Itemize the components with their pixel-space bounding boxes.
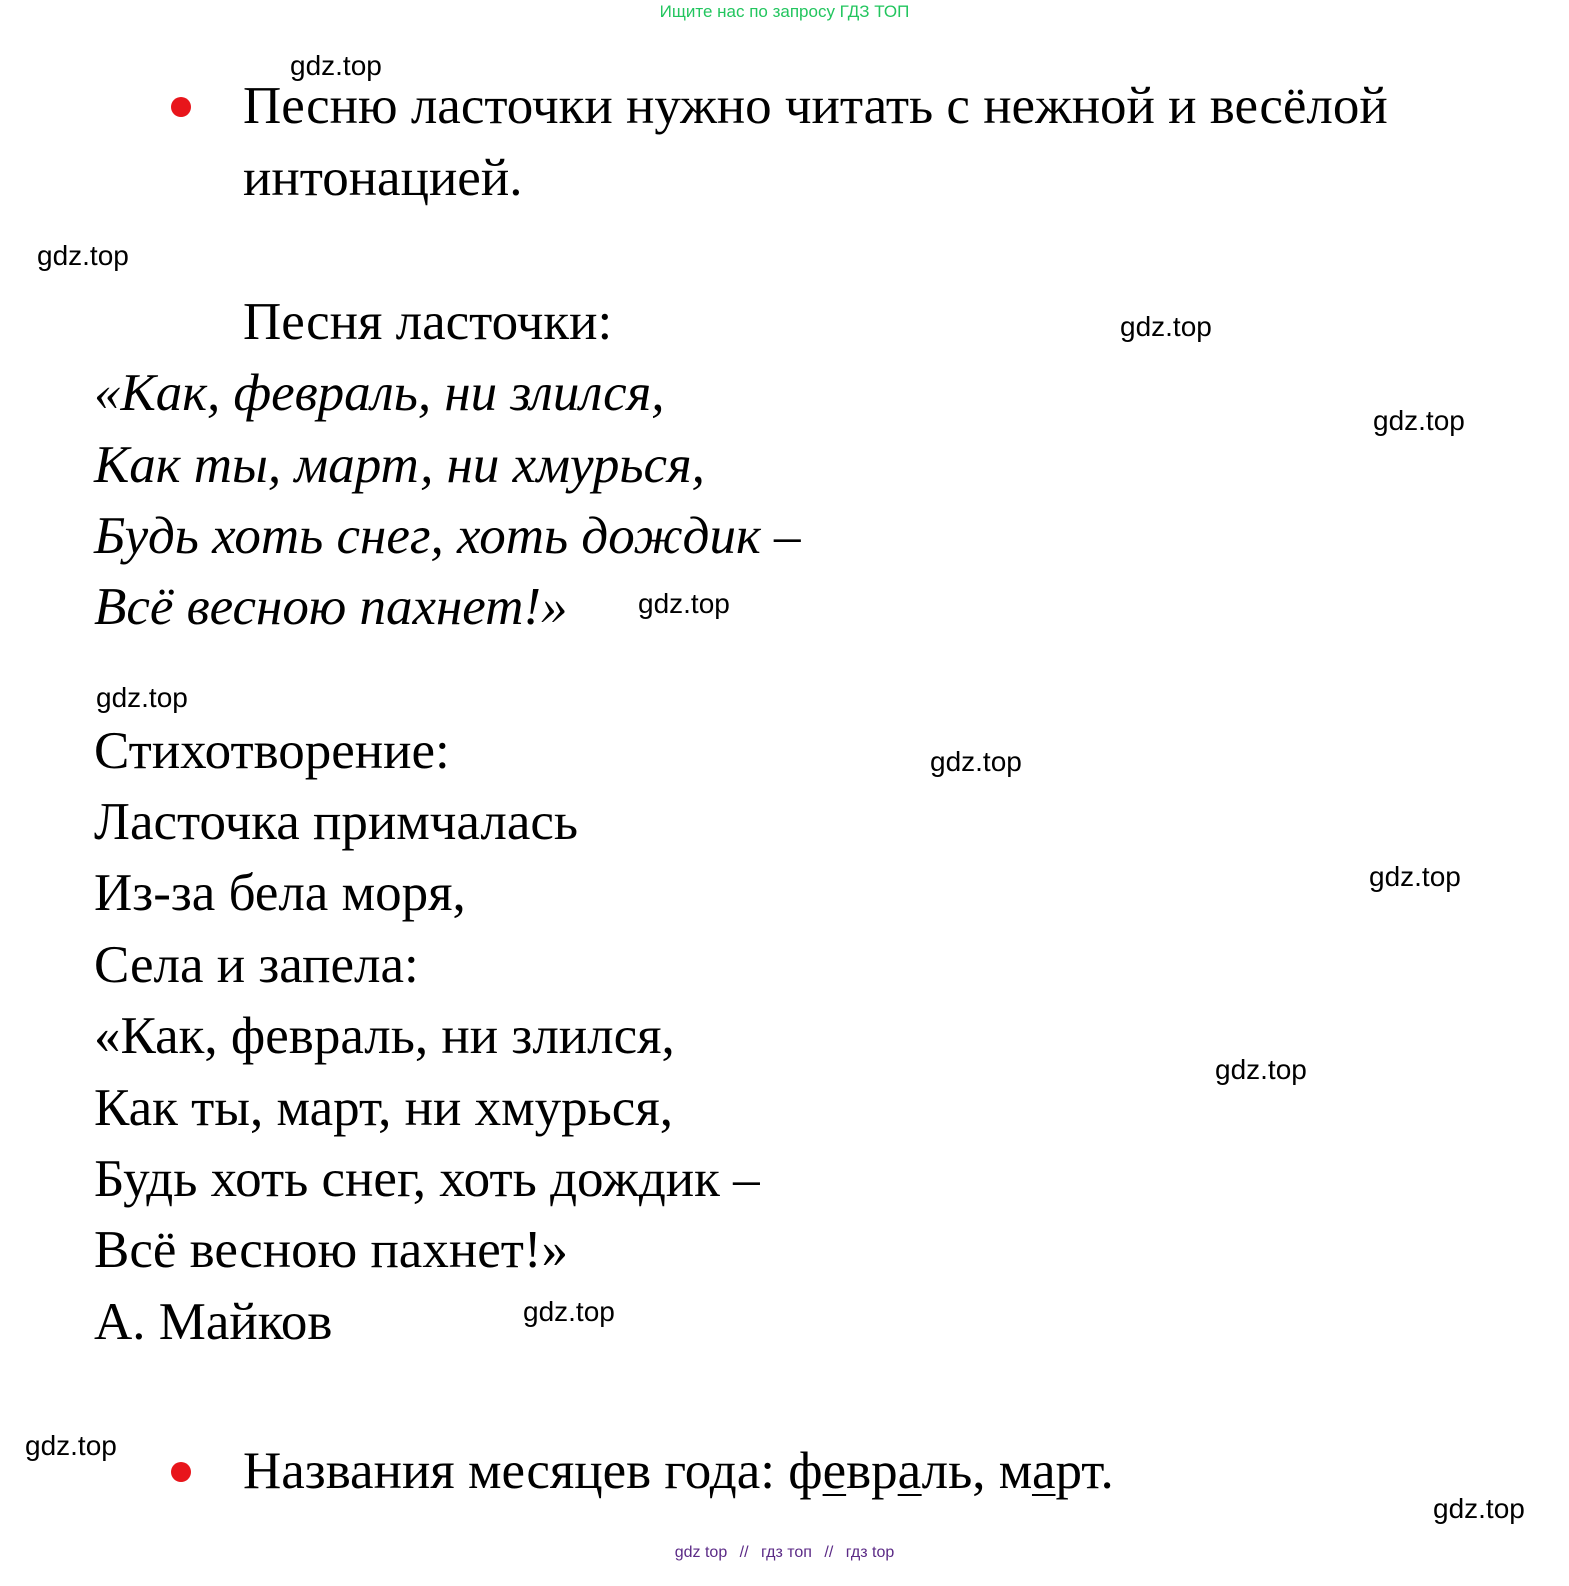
- months-text: [243, 1435, 1114, 1507]
- bullet-icon: [171, 1462, 191, 1482]
- poem-author: А. Майков: [94, 1293, 333, 1351]
- song-line: Как ты, март, ни хмурься,: [94, 436, 705, 494]
- poem-line: Из-за бела моря,: [94, 864, 466, 922]
- poem-line: Как ты, март, ни хмурься,: [94, 1079, 673, 1137]
- watermark: gdz.top: [96, 682, 188, 713]
- word-part: м: [998, 1442, 1032, 1500]
- watermark: gdz.top: [523, 1296, 615, 1327]
- watermark: gdz.top: [1433, 1493, 1525, 1524]
- underlined-vowel: а: [1031, 1442, 1056, 1500]
- watermark: gdz.top: [1373, 405, 1465, 436]
- months-prefix: Названия месяцев года:: [243, 1442, 789, 1500]
- poem-line: Села и запела:: [94, 936, 419, 994]
- watermark: gdz.top: [25, 1430, 117, 1461]
- separator: ,: [972, 1442, 999, 1500]
- poem-line: Будь хоть снег, хоть дождик –: [94, 1150, 760, 1208]
- watermark: gdz.top: [37, 240, 129, 271]
- song-heading: Песня ласточки:: [243, 293, 613, 351]
- suffix: .: [1100, 1442, 1114, 1500]
- word-part: ль: [921, 1442, 973, 1500]
- poem-line: Ласточка примчалась: [94, 793, 579, 851]
- footer-link[interactable]: gdz top: [674, 1544, 728, 1561]
- word-part: ф: [788, 1442, 823, 1500]
- watermark: gdz.top: [290, 50, 382, 81]
- song-line: Всё весною пахнет!»: [94, 578, 568, 636]
- poem-line: Всё весною пахнет!»: [94, 1221, 569, 1279]
- search-hint: Ищите нас по запросу ГДЗ ТОП: [659, 2, 910, 21]
- poem-heading: Стихотворение:: [94, 722, 450, 780]
- watermark: gdz.top: [1369, 861, 1461, 892]
- underlined-vowel: е: [822, 1442, 847, 1500]
- footer-separator: //: [739, 1544, 749, 1561]
- song-line: Будь хоть снег, хоть дождик –: [94, 507, 801, 565]
- bullet-icon: [171, 97, 191, 117]
- footer-links: [0, 1544, 1569, 1562]
- watermark: gdz.top: [1120, 311, 1212, 342]
- watermark: gdz.top: [930, 746, 1022, 777]
- poem-line: «Как, февраль, ни злился,: [94, 1007, 675, 1065]
- intonation-text: Песню ласточки нужно читать с нежной и весёлой интонацией.: [243, 77, 1388, 207]
- footer-link[interactable]: гдз топ: [761, 1544, 812, 1561]
- underlined-vowel: а: [897, 1442, 922, 1500]
- word-part: вр: [846, 1442, 898, 1500]
- watermark: gdz.top: [1215, 1054, 1307, 1085]
- footer-separator: //: [824, 1544, 834, 1561]
- song-line: «Как, февраль, ни злился,: [94, 364, 665, 422]
- watermark: gdz.top: [638, 588, 730, 619]
- footer-link[interactable]: гдз top: [845, 1544, 895, 1561]
- word-part: рт: [1055, 1442, 1101, 1500]
